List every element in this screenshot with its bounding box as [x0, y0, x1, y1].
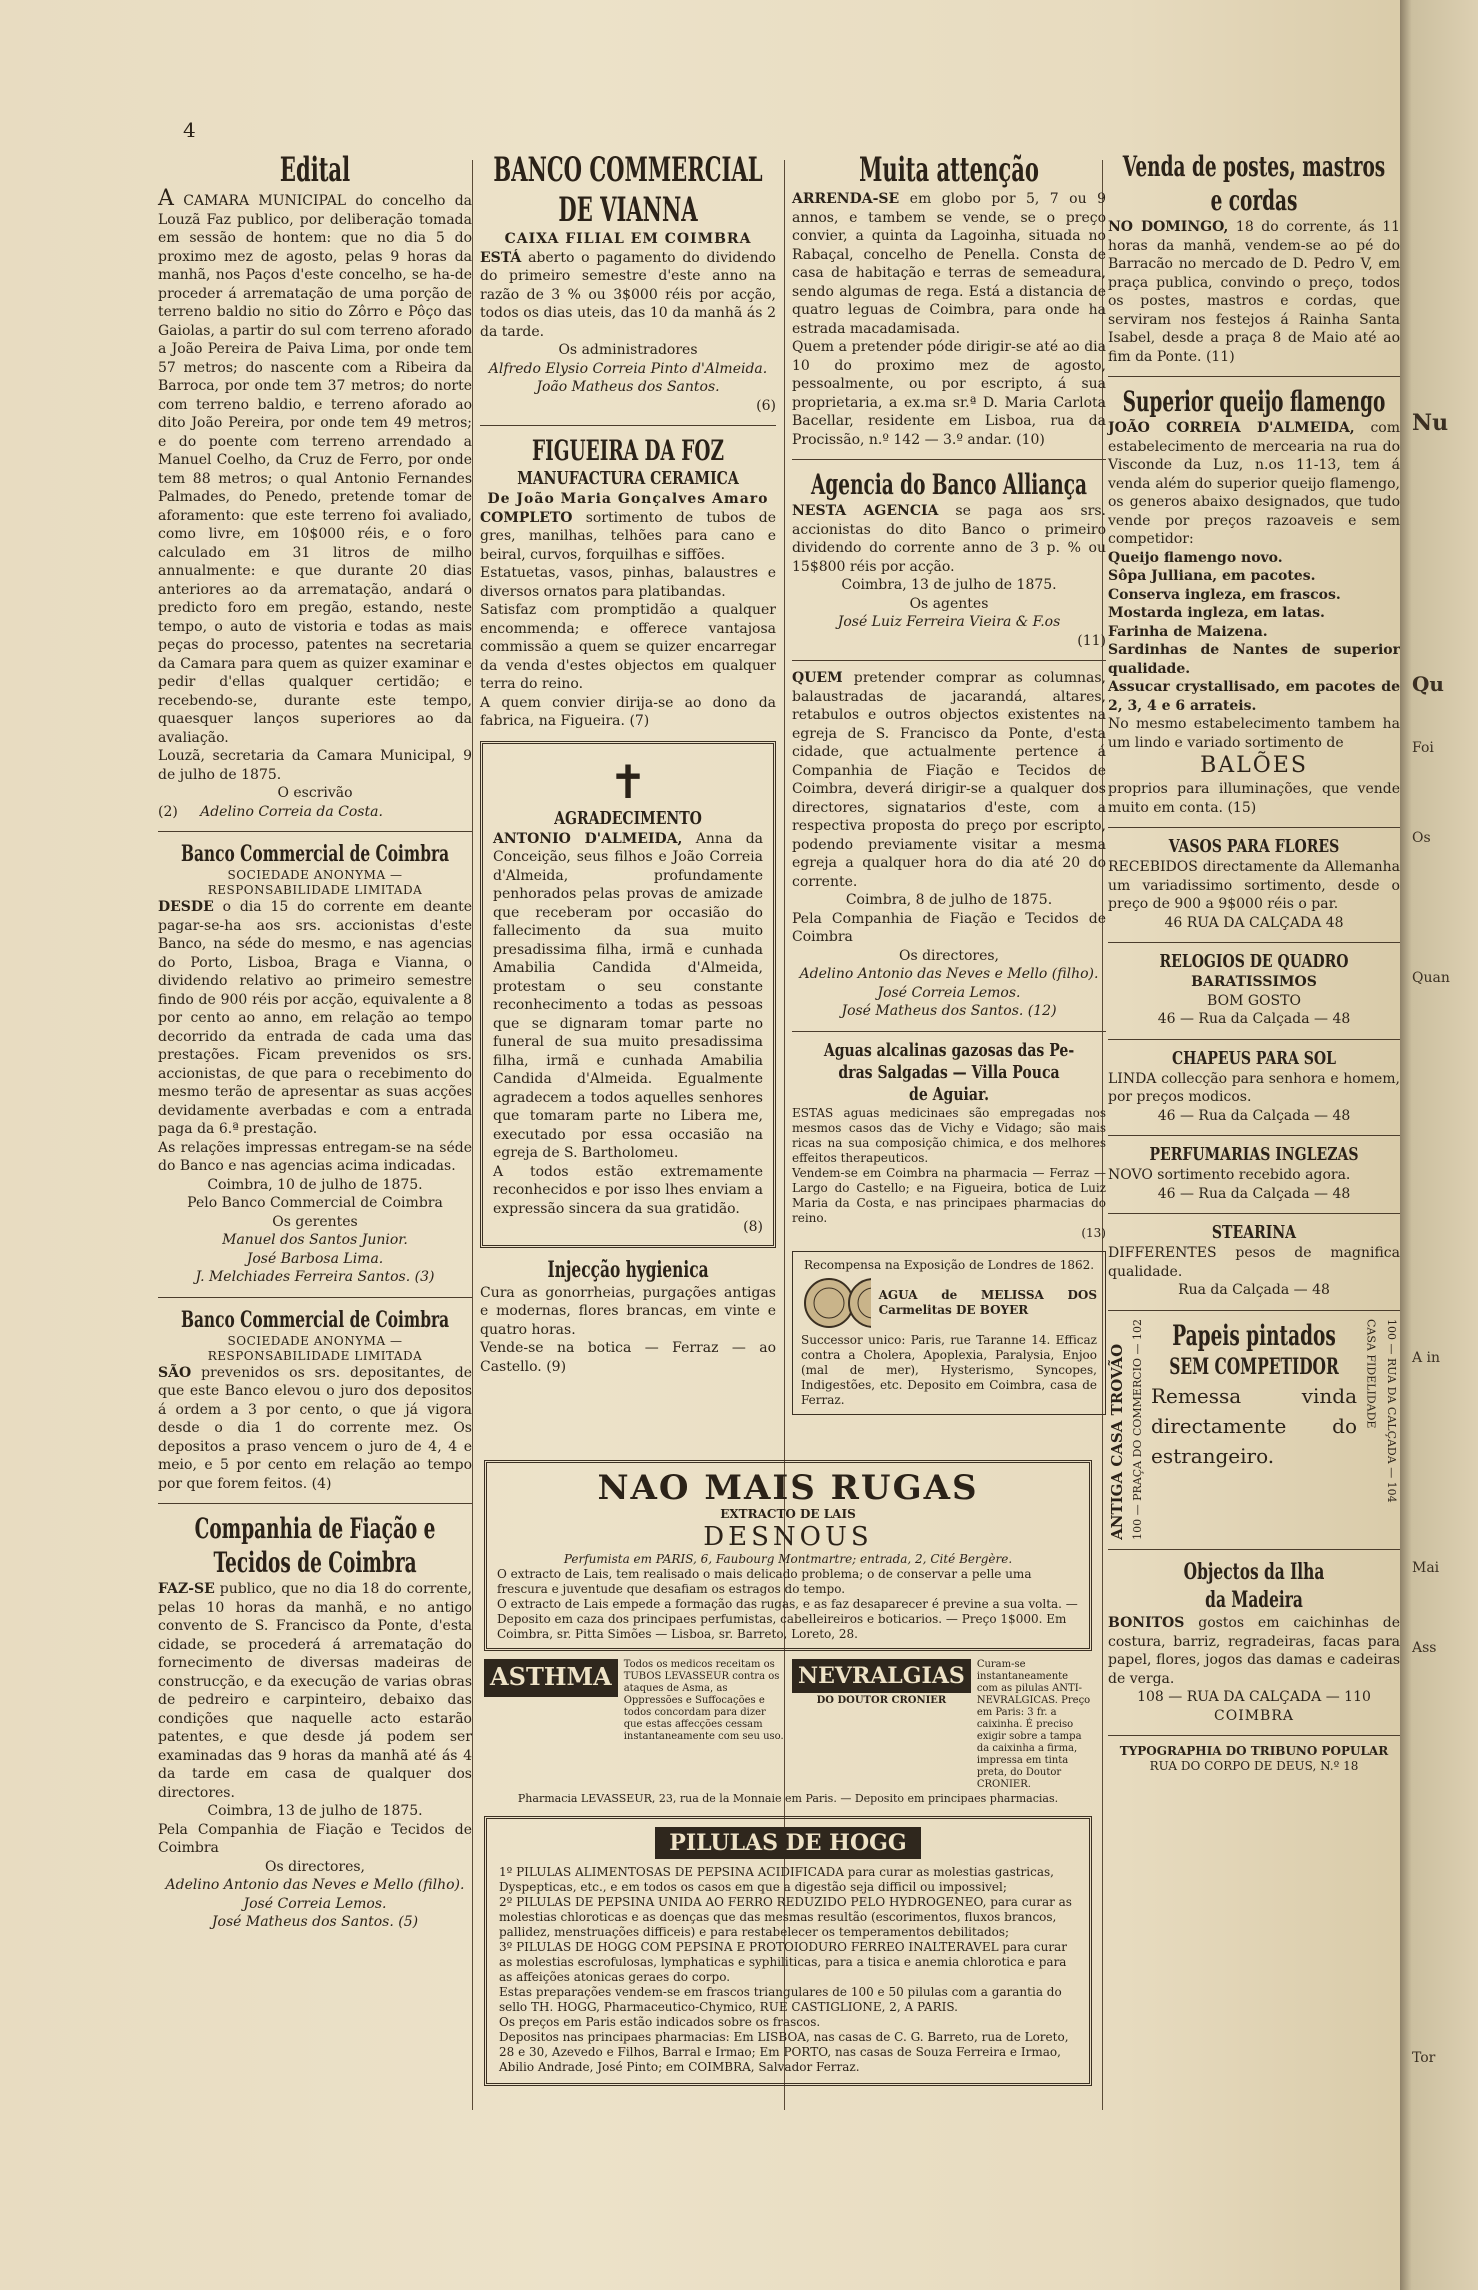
ad-signer: Adelino Antonio das Neves e Mello (filho).	[165, 1877, 465, 1893]
ad-title: da Madeira	[1205, 1587, 1303, 1614]
ad-number: (15)	[1227, 799, 1257, 816]
ad-side-label: 100 — RUA DA CALÇADA — 104	[1385, 1318, 1398, 1503]
ad-subtitle: EXTRACTO DE LAIS	[720, 1507, 856, 1521]
ad-body: pretender comprar as columnas, balaustradas de jacarandá, altares, retabulos e outros objectos existentes na egreja de S. Francisco da Ponte, d'esta cidade, que actualmente pertence á Companhia de Fiação e Tecidos de Coimbra, deverá dirigir-se a qualquer dos directores, signatarios d'este, com a respectiva proposta do preço por escripto, podendo previamente visitar a mesma egreja a qualquer hora do dia até 20 do corrente.	[792, 670, 1106, 890]
ad-title: Papeis pintados	[1172, 1318, 1336, 1352]
ad-body: proprios para illuminações, que vende muito em conta.	[1108, 781, 1400, 816]
ad-owner: De João Maria Gonçalves Amaro	[487, 491, 769, 507]
cross-icon: ✝	[608, 754, 648, 809]
ad-signer: Adelino Antonio das Neves e Mello (filho).	[799, 966, 1099, 982]
ad-subtitle: BARATISSIMOS	[1191, 974, 1317, 990]
ad-title: NEVRALGIAS	[792, 1659, 971, 1693]
ad-title: Agencia do Banco Alliança	[811, 468, 1087, 501]
ad-body: Successor unico: Paris, rue Taranne 14. Efficaz contra a Cholera, Apoplexia, Paralysia, Enjoo (mal de mer), Hysterismo, Syncopes, Indigestões, etc. Deposito em Coimbra, casa de Ferraz.	[801, 1332, 1097, 1407]
ad-date: Coimbra, 13 de julho de 1875.	[207, 1803, 423, 1819]
ad-number: (3)	[414, 1269, 435, 1285]
ad-body: DIFFERENTES pesos de magnifica qualidade.	[1108, 1245, 1400, 1280]
ad-postes	[1108, 150, 1400, 366]
ad-by: Pela Companhia de Fiação e Tecidos de Coimbra	[792, 910, 1106, 945]
ad-date: Coimbra, 8 de julho de 1875.	[845, 892, 1053, 908]
drop-cap: SÃO	[158, 1364, 192, 1381]
ad-muita-attencao	[792, 150, 1106, 449]
ad-body: 1º PILULAS ALIMENTOSAS DE PEPSINA ACIDIFICADA para curar as molestias gastricas, Dyspepticas, etc., e em todos os casos em que a digestão seja difficil ou impossivel;	[499, 1865, 1054, 1894]
ad-hogg	[484, 1816, 1092, 2086]
ad-number: (2)	[158, 803, 178, 820]
ad-body: CAMARA MUNICIPAL do concelho da Louzã Faz publico, por deliberação tomada em sessão de hontem: que no dia 5 do proximo mez de agosto, pelas 9 horas da manhã, nos Paços d'este concelho, se ha-de proceder á arrematação de uma porção de terreno baldio no sitio do Zôrro e Pôço das Gaiolas, a partir do sul com terreno aforado a João Pereira de Paiva Lima, por onde tem 57 metros; do nascente com a Ribeira da Barroca, por onde tem 37 metros; do norte com terreno baldio, e terreno aforado ao dito João Pereira, por onde tem 49 metros; e do poente com terreno arrendado a Manuel Coelho, da Cruz de Ferro, por onde tem 88 metros; o qual Antonio Fernandes Palmades, do Penedo, pretende tomar de aforamento: que este terreno foi avaliado, como livre, em 10$000 réis, e o foro calculado em 31 litros de milho annualmente: e que durante 20 dias anteriores ao da arrematação, andará o predicto foro em pregão, estando, neste tempo, o auto de vistoria e todas as mais peças do processo, patentes na secretaria da Camara para quem as quizer examinar e pedir d'ellas qualquer certidão; e recebendo-se, durante este tempo, quaesquer lanços superiores ao da avaliação.	[158, 193, 473, 746]
ad-role: Os agentes	[909, 595, 989, 612]
ad-body: aberto o pagamento do dividendo do primeiro semestre d'este anno na razão de 3 % ou 3$000 réis por acção, todos os dias uteis, das 10 da manhã ás 2 da tarde.	[480, 249, 776, 340]
ad-banco-vianna	[480, 150, 776, 415]
bottom-ads	[484, 1452, 1092, 2094]
fragment-text: Qu	[1412, 672, 1444, 696]
ad-relogios	[1108, 951, 1400, 1029]
ad-date: Coimbra, 10 de julho de 1875.	[207, 1176, 423, 1193]
ad-papeis	[1108, 1319, 1400, 1540]
ad-address: 46 — Rua da Calçada — 48	[1157, 1185, 1351, 1202]
ad-title: Injecção hygienica	[547, 1256, 709, 1283]
ad-body: sortimento de tubos de gres, manilhas, telhões para cano e beiral, curvos, forquilhas e siffões.	[480, 509, 776, 563]
ad-title: Superior queijo flamengo	[1122, 385, 1386, 418]
list-item: Conserva ingleza, em frascos.	[1108, 586, 1341, 603]
ad-stearina	[1108, 1222, 1400, 1300]
ad-subtitle: Recompensa na Exposição de Londres de 1862.	[803, 1257, 1095, 1272]
ad-body: Estas preparações vendem-se em frascos triangulares de 100 e 50 pilulas com a garantia do sello TH. HOGG, Pharmaceutico-Chymico, RUE CASTIGLIONE, 2, A PARIS.	[499, 1985, 1062, 2014]
ad-signer: José Barbosa Lima.	[246, 1250, 384, 1267]
ad-body: gostos em caichinhas de costura, barriz, regradeiras, facas para papel, flores, jogos das damas e cadeiras de verga.	[1108, 1615, 1401, 1687]
list-item: Queijo flamengo novo.	[1108, 549, 1283, 566]
ad-title: dras Salgadas — Villa Pouca	[838, 1061, 1060, 1083]
ad-number: (10)	[1016, 431, 1045, 448]
ad-body: 2º PILULAS DE PEPSINA UNIDA AO FERRO REDUZIDO PELO HYDROGENEO, para curar as molestias chloroticas e as doenças que das mesmas resultão (escorimentos, fluxos brancos, pallidez, menstruações difficeis) e para restabelecer os temperamentos debilitados;	[499, 1895, 1072, 1939]
ad-number: (11)	[1077, 632, 1106, 649]
ad-number: (6)	[756, 397, 776, 414]
ad-subtitle: MANUFACTURA CERAMICA	[517, 468, 739, 489]
ad-title: CHAPEUS PARA SOL	[1172, 1047, 1336, 1069]
ad-number: (7)	[629, 713, 650, 729]
ad-title: Tecidos de Coimbra	[213, 1546, 417, 1579]
ad-title: DE VIANNA	[558, 190, 698, 230]
ad-body: publico, que no dia 18 do corrente, pelas 10 horas da manhã, e no antigo convento de S. Francisco da Ponte, d'esta cidade, se procederá á arrematação do fornecimento de diversas madeiras de construcção, e da execução de varias obras de pedreiro e carpinteiro, debaixo das condições que naquelle acto estarão patentes, e que desde já podem ser examinadas das 9 horas da manhã até ás 4 da tarde em casa de qualquer dos directores.	[158, 1581, 472, 1801]
ad-title: ASTHMA	[484, 1659, 618, 1697]
ad-body: Todos os medicos receitam os TUBOS LEVASSEUR contra os ataques de Asma, as Oppressões e Suffocações e todos concordam para dizer que estas affecções cessam instantaneamente com seu uso.	[623, 1659, 784, 1742]
imprint-address: RUA DO CORPO DE DEUS, N.º 18	[1149, 1759, 1359, 1774]
ad-side-label: 100 — PRAÇA DO COMMERCIO — 102	[1130, 1318, 1144, 1540]
typographia-imprint	[1108, 1744, 1400, 1774]
column-2	[480, 150, 776, 1386]
ad-number: (11)	[1205, 348, 1235, 365]
drop-cap: A	[158, 186, 174, 211]
ad-address: Rua da Calçada — 48	[1178, 1282, 1330, 1298]
ad-subtitle: SOCIEDADE ANONYMA — RESPONSABILIDADE LIMITADA	[207, 868, 423, 897]
ad-queijo	[1108, 385, 1400, 817]
ad-role: Os gerentes	[272, 1213, 358, 1230]
ad-signer: José Luiz Ferreira Vieira & F.os	[837, 614, 1061, 630]
ad-subtitle: DO DOUTOR CRONIER	[816, 1695, 947, 1706]
fragment-text: Os	[1412, 830, 1431, 846]
fragment-text: Nu	[1412, 410, 1449, 436]
ad-rugas	[484, 1460, 1092, 1651]
ad-role: O escrivão	[277, 785, 353, 801]
ad-title: BANCO COMMERCIAL	[493, 150, 763, 190]
ad-aguas	[792, 1040, 1106, 1241]
ad-number: (4)	[311, 1475, 332, 1492]
ad-signer: Adelino Correia da Costa.	[200, 803, 383, 820]
ad-subtitle: SOCIEDADE ANONYMA — RESPONSABILIDADE LIMITADA	[207, 1333, 423, 1363]
ad-title: STEARINA	[1211, 1222, 1297, 1243]
ad-body: ESTAS aguas medicinaes são empregadas nos mesmos casos das de Vichy e Vidago; são mais ricas na sua composição chimica, e dos melhores effeitos therapeuticos.	[792, 1105, 1106, 1165]
ad-title: FIGUEIRA DA FOZ	[531, 434, 725, 467]
ad-body: com estabelecimento de mercearia na rua do Visconde da Luz, n.os 11-13, tem á venda além do superior queijo flamengo, os generos abaixo designados, que tudo vende por preços razoaveis e sem competidor:	[1108, 420, 1401, 547]
ad-title: Companhia de Fiação e	[194, 1512, 436, 1545]
ad-address: 46 — Rua da Calçada — 48	[1157, 1107, 1351, 1124]
fragment-text: Tor	[1412, 2050, 1436, 2066]
drop-cap: DESDE	[158, 899, 214, 915]
ad-by: Pela Companhia de Fiação e Tecidos de Coimbra	[158, 1821, 472, 1856]
adjacent-page-edge	[1400, 0, 1478, 2290]
ad-title: AGUA de MELISSA DOS Carmelitas DE BOYER	[878, 1287, 1097, 1317]
ad-number: (13)	[1081, 1225, 1106, 1240]
ad-role: Os directores,	[264, 1858, 366, 1875]
ad-body: Quem a pretender póde dirigir-se até ao dia 10 do proximo mez de agosto, pessoalmente, ou por escripto, á sua proprietaria, a ex.ma sr.ª D. Maria Carlota Bacellar, residente em Lisboa, rua da Procissão, n.º 142 — 3.º andar.	[792, 339, 1106, 448]
list-item: Farinha de Maizena.	[1108, 623, 1268, 640]
list-item: Sardinhas de Nantes de superior qualidade.	[1108, 642, 1400, 677]
ad-banco-coimbra-2	[158, 1306, 472, 1494]
ad-title: Banco Commercial de Coimbra	[180, 841, 450, 867]
drop-cap: QUEM	[792, 670, 843, 686]
ad-title: Muita attenção	[859, 150, 1039, 190]
ad-edital	[158, 150, 472, 821]
column-4	[1108, 150, 1400, 1784]
drop-cap: BONITOS	[1108, 1615, 1185, 1632]
drop-cap: NO DOMINGO,	[1108, 219, 1229, 235]
ad-body: BOM GOSTO	[1207, 992, 1301, 1009]
ad-side-label: ANTIGA CASA TROVÃO	[1108, 1343, 1126, 1540]
ad-signer: Alfredo Elysio Correia Pinto d'Almeida.	[488, 360, 768, 377]
list-item: Sôpa Julliana, em pacotes.	[1108, 568, 1316, 584]
ad-asthma	[484, 1659, 784, 1791]
ad-body: O extracto de Lais, tem realisado o mais delicado problema; o de conservar a pelle uma frescura e juventude que desafiam os estragos do tempo.	[497, 1567, 1032, 1596]
medal-icon	[801, 1273, 871, 1333]
ad-signer: João Matheus dos Santos.	[536, 379, 720, 395]
ad-title: AGRADECIMENTO	[554, 807, 702, 829]
ad-body: Remessa vinda directamente do estrangeiro.	[1151, 1383, 1357, 1468]
ad-body: Vende-se na botica — Ferraz — ao Castello.	[480, 1340, 776, 1375]
ad-signer: J. Melchiades Ferreira Santos.	[195, 1269, 411, 1285]
ad-nevralgias	[792, 1659, 1092, 1791]
ad-city: COIMBRA	[1214, 1707, 1294, 1724]
ad-date: Louzã, secretaria da Camara Municipal, 9 de julho de 1875.	[158, 748, 472, 783]
ad-title: de Aguiar.	[909, 1083, 989, 1105]
ad-title: Objectos da Ilha	[1183, 1559, 1325, 1586]
drop-cap: ESTÁ	[480, 249, 522, 266]
ad-banco-coimbra-1	[158, 840, 472, 1287]
ad-title: Venda de postes, mastros	[1122, 150, 1386, 183]
ad-title: PERFUMARIAS INGLEZAS	[1149, 1144, 1359, 1165]
ad-melissa	[792, 1251, 1106, 1415]
ad-body: Estatuetas, vasos, pinhas, balaustres e diversos ornatos para platibandas.	[480, 565, 776, 600]
ad-madeira	[1108, 1558, 1400, 1725]
drop-cap: NESTA AGENCIA	[792, 503, 939, 519]
imprint-title: TYPOGRAPHIA DO TRIBUNO POPULAR	[1119, 1744, 1389, 1759]
ad-signer: Manuel dos Santos Junior.	[222, 1232, 408, 1248]
ad-address: 46 — Rua da Calçada — 48	[1157, 1011, 1351, 1027]
page-number: 4	[183, 118, 196, 142]
ad-perfumarias	[1108, 1144, 1400, 1203]
drop-cap: JOÃO CORREIA D'ALMEIDA,	[1108, 420, 1355, 436]
ad-colunnas	[792, 669, 1106, 1021]
ad-address: 108 — RUA DA CALÇADA — 110	[1137, 1689, 1371, 1706]
ad-body: A todos estão extremamente reconhecidos e por isso lhes enviam a expressão sincera da sua gratidão.	[493, 1163, 763, 1217]
list-item: Assucar crystallisado, em pacotes de 2, 3, 4 e 6 arrateis.	[1108, 679, 1400, 714]
ad-role: Os administradores	[558, 342, 698, 358]
ad-chapeus	[1108, 1048, 1400, 1126]
ad-footer: Pharmacia LEVASSEUR, 23, rua de la Monnaie em Paris. — Deposito em principaes pharmacias.	[517, 1792, 1059, 1805]
fragment-text: Foi	[1412, 740, 1434, 756]
ad-body: Perfumista em PARIS, 6, Faubourg Montmartre; entrada, 2, Cité Bergère.	[563, 1552, 1013, 1566]
ad-body: O extracto de Lais empede a formação das rugas, e as faz desaparecer é previne a sua volta. — Deposito em caza dos principaes perfumistas, cabelleireiros e boticarios. — Preço 1$000. Em Coimbra, sr. Pitta Simões — Lisboa, sr. Barreto, Loreto, 28.	[497, 1597, 1078, 1641]
ad-body: se paga aos srs. accionistas do dito Banco o primeiro dividendo do corrente anno de 3 p. % ou 15$800 réis por acção.	[792, 503, 1106, 575]
ad-banco-alliança	[792, 468, 1106, 650]
drop-cap: COMPLETO	[480, 509, 573, 526]
ad-signer: José Matheus dos Santos.	[211, 1914, 394, 1930]
ad-body: No mesmo estabelecimento tambem ha um lindo e variado sortimento de	[1108, 716, 1400, 751]
ad-title: VASOS PARA FLORES	[1168, 836, 1340, 857]
ad-levasseur-row	[484, 1659, 1092, 1791]
ad-body: Os preços em Paris estão indicados sobre os frascos.	[499, 2015, 821, 2029]
ad-highlight: BALÕES	[1200, 753, 1308, 778]
ad-date: Coimbra, 13 de julho de 1875.	[841, 577, 1057, 593]
ad-title: e cordas	[1210, 184, 1298, 217]
ad-signer: José Correia Lemos.	[877, 984, 1021, 1001]
ad-number: (9)	[546, 1358, 567, 1375]
ad-body: NOVO sortimento recebido agora.	[1108, 1167, 1351, 1183]
ad-by: Pelo Banco Commercial de Coimbra	[187, 1195, 443, 1211]
ad-body: As relações impressas entregam-se na séde do Banco e nas agencias acima indicadas.	[158, 1139, 472, 1174]
ad-body: RECEBIDOS directamente da Allemanha um variadissimo sortimento, desde o preço de 900 a 9$000 réis o par.	[1108, 859, 1400, 912]
column-1	[158, 150, 472, 1942]
drop-cap: ARRENDA-SE	[792, 191, 900, 207]
ad-side-label: CASA FIDELIDADE	[1364, 1318, 1378, 1428]
ad-body: Depositos nas principaes pharmacias: Em LISBOA, nas casas de C. G. Barreto, rua de Loreto, 28 e 30, Azevedo e Filhos, Barral e Irmao; Em PORTO, nas casas de Souza Ferreira e Irmao, Abilio Andrade, José Pinto; em COIMBRA, Salvador Ferraz.	[499, 2030, 1069, 2074]
ad-address: 46 RUA DA CALÇADA 48	[1164, 914, 1344, 931]
column-3	[792, 150, 1106, 1425]
ad-title: Aguas alcalinas gazosas das Pe-	[823, 1039, 1075, 1061]
ad-number: (12)	[1027, 1003, 1057, 1019]
fragment-text: Quan	[1412, 970, 1450, 986]
ad-subtitle: CAIXA FILIAL EM COIMBRA	[504, 231, 752, 247]
ad-body: em globo por 5, 7 ou 9 annos, e tambem se vende, se o preço convier, a quinta da Lagoinha, situada no Rabaçal, concelho de Penella. Consta de casa de habitação e terras de semeadura, sendo algumas de rega. Está a distancia de quatro leguas de Coimbra, para onde ha estrada macadamisada.	[792, 191, 1106, 337]
ad-title: Edital	[279, 150, 351, 190]
ad-body: Satisfaz com promptidão a qualquer encommenda; e offerece vantajosa commissão a quem se quizer encarregar da venda d'estes objectos em qualquer terra do reino.	[480, 602, 776, 692]
ad-number: (8)	[743, 1219, 763, 1235]
fragment-text: Mai	[1412, 1560, 1440, 1576]
ad-vasos	[1108, 836, 1400, 932]
drop-cap: FAZ-SE	[158, 1581, 215, 1597]
ad-number: (5)	[398, 1914, 419, 1930]
ad-fiacao	[158, 1512, 472, 1932]
list-item: Mostarda ingleza, em latas.	[1108, 605, 1325, 621]
fragment-text: A in	[1412, 1350, 1441, 1366]
ad-body: Cura as gonorrheias, purgações antigas e modernas, flores brancas, em vinte e quatro horas.	[480, 1284, 776, 1338]
ad-role: Os directores,	[898, 947, 1000, 964]
column-rule	[472, 160, 473, 2110]
ad-body: A quem convier dirija-se ao dono da fabrica, na Figueira.	[480, 694, 776, 729]
ad-injeccao	[480, 1256, 776, 1377]
ad-agradecimento	[480, 741, 776, 1248]
ad-body: 18 do corrente, ás 11 horas da manhã, vendem-se ao pé do Barracão no mercado de D. Pedro V, em praça publica, convindo o preço, todos os postes, mastros e cordas, que serviram nos festejos á Rainha Santa Isabel, desde a praça 8 de Maio até ao fim da Ponte.	[1108, 219, 1401, 365]
ad-body: Curam-se instantaneamente com as pilulas ANTI-NEVRALGICAS. Preço em Paris: 3 fr. a caixinha. É preciso exigir sobre a tampa da caixinha a firma, impressa em tinta preta, do Doutor CRONIER.	[976, 1659, 1091, 1790]
ad-body: prevenidos os srs. depositantes, de que este Banco elevou o juro dos depositos á ordem a 3 por cento, o que já vigora desde o dia 1 do corrente mez. Os depositos a praso vencem o juro de 4, 4 e meio, e 5 por cento em relação ao tempo por que forem feitos.	[158, 1364, 472, 1492]
ad-title: PILULAS DE HOGG	[655, 1827, 920, 1859]
ad-body: Anna da Conceição, seus filhos e João Correia d'Almeida, profundamente penhorados pelas provas de amizade que receberam por occasião do fallecimento da sua muito presadissima filha, irmã e cunhada Amabilia Candida d'Almeida, protestam o seu constante reconhecimento a todas as pessoas que se dignaram tomar parte no funeral de sua muito presadissima filha, irmã e cunhada Amabilia Candida d'Almeida. Egualmente agradecem a todos aquelles senhores que tomaram parte no Libera me, executado por essa occasião na egreja de S. Bartholomeu.	[493, 830, 764, 1161]
ad-signer: José Correia Lemos.	[243, 1895, 387, 1912]
ad-title: NAO MAIS RUGAS	[597, 1468, 979, 1508]
ad-title: RELOGIOS DE QUADRO	[1159, 951, 1349, 972]
fragment-text: Ass	[1412, 1640, 1437, 1656]
ad-title: Banco Commercial de Coimbra	[180, 1306, 450, 1333]
ad-body: Vendem-se em Coimbra na pharmacia — Ferraz — Largo do Castello; e na Figueira, botica de Luiz Maria da Costa, e nas principaes pharmacias do reino.	[792, 1165, 1106, 1225]
ad-body: o dia 15 do corrente em deante pagar-se-ha aos srs. accionistas d'este Banco, na séde do mesmo, e nas agencias do Porto, Lisboa, Braga e Vianna, o dividendo relativo ao primeiro semestre findo de 900 réis por acção, equivalente a 8 por cento ao anno, em relação ao tempo decorrido da entrada de cada uma das prestações. Ficam prevenidos os srs. accionistas, de que para o recebimento do mesmo terão de apresentar as suas acções devidamente averbadas e com a entrada paga da 6.ª prestação.	[158, 899, 472, 1137]
drop-cap: ANTONIO D'ALMEIDA,	[493, 830, 683, 847]
ad-signer: José Matheus dos Santos.	[841, 1003, 1024, 1019]
ad-brand: DESNOUS	[703, 1522, 873, 1552]
ad-body: LINDA collecção para senhora e homem, por preços modicos.	[1108, 1070, 1400, 1105]
ad-body: 3º PILULAS DE HOGG COM PEPSINA E PROTOIODURO FERREO INALTERAVEL para curar as molestias escrofulosas, lymphaticas e syphiliticas, para a tisica e anemia chlorotica e para as affeições atonicas geraes do corpo.	[499, 1940, 1067, 1984]
ad-figueira	[480, 434, 776, 731]
ad-subtitle: SEM COMPETIDOR	[1169, 1353, 1339, 1380]
